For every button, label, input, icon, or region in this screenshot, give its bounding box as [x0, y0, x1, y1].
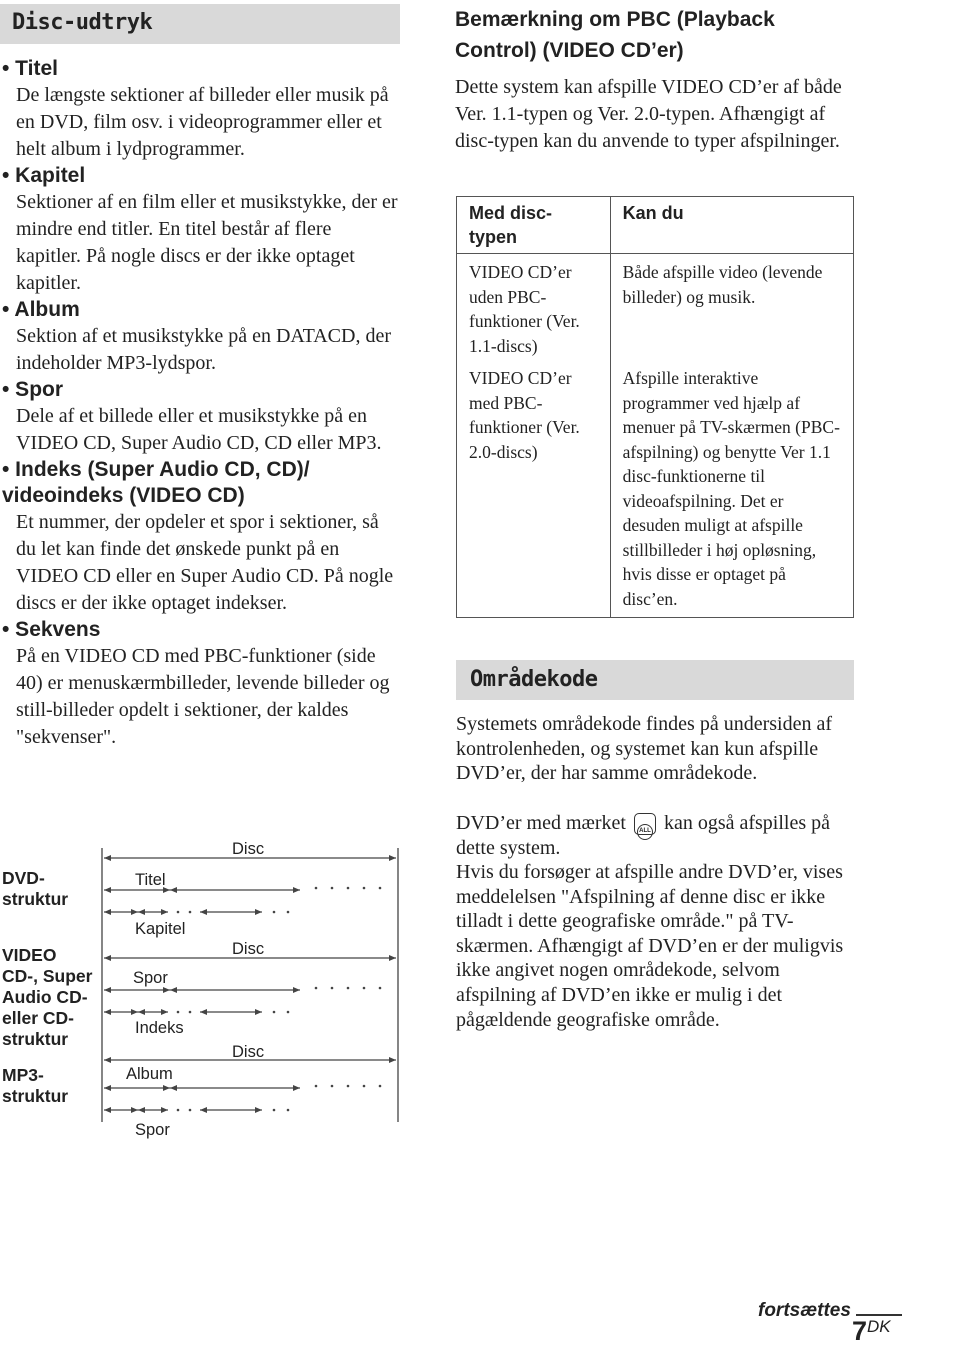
term-description: Et nummer, der opdeler et spor i sektioner, så du let kan finde det ønskede punkt på en VIDEO CD eller en Super Audio CD. På nogle discs er der ikke optaget indekser.: [16, 511, 394, 614]
term-description: De længste sektioner af billeder eller musik på en DVD, film osv. i videoprogrammer eller et helt album i lydprogrammer.: [16, 84, 389, 160]
diagram-disc-label: Disc: [232, 840, 265, 858]
page-number-value: 7: [852, 1316, 868, 1346]
diagram-chapter-label: Kapitel: [135, 920, 186, 938]
region-paragraph-1: Systemets områdekode findes på undersiden af kontrolenheden, og systemet kan kun afspille DVD’er, der har samme områdekode.: [456, 713, 833, 785]
diagram-label-videocd: [2, 945, 92, 1050]
term-description: På en VIDEO CD med PBC-funktioner (side 40) er menuskærmbilleder, levende billeder og still-billeder opdelt i sektioner, der kaldes "sekvenser".: [16, 645, 390, 748]
diagram-label-dvd: [2, 868, 68, 910]
pbc-title: Bemærkning om PBC (Playback Control) (VIDEO CD’er): [455, 8, 775, 62]
label-line: struktur: [2, 889, 69, 909]
table-header-cell: Kan du: [610, 197, 853, 254]
table-row: [457, 362, 854, 618]
term-description: Sektioner af en film eller et musikstykke, der er mindre end titler. En titel består af flere kapitler. På nogle discs er der ikke optaget kapitler.: [16, 191, 398, 294]
label-line: MP3-: [2, 1065, 44, 1085]
continuation-dots: [177, 887, 382, 1112]
region-paragraph-2: [456, 811, 856, 860]
label-line: eller CD-: [2, 1008, 74, 1028]
term-heading: • Kapitel: [2, 164, 86, 187]
term-heading: • Titel: [2, 57, 58, 80]
section-header-disc-udtryk: [0, 4, 400, 44]
label-line: struktur: [2, 1086, 69, 1106]
diagram-track-label: Spor: [135, 1121, 170, 1139]
diagram-label-mp3: [2, 1065, 68, 1107]
diagram-index-label: Indeks: [135, 1019, 184, 1037]
pbc-section: [455, 4, 855, 156]
section-header-omraadekode: [456, 660, 854, 700]
continued-label: fortsættes: [758, 1300, 851, 1321]
label-line: DVD-: [2, 868, 45, 888]
term-list: [2, 56, 400, 751]
table-row: [457, 254, 854, 363]
region-text-a: DVD’er med mærket: [456, 812, 626, 834]
term-item-kapitel: [2, 163, 400, 297]
label-line: struktur: [2, 1029, 69, 1049]
table-cell: VIDEO CD’er med PBC-funktioner (Ver. 2.0-discs): [457, 362, 611, 618]
pbc-table: [456, 196, 854, 618]
term-item-album: [2, 297, 400, 377]
table-cell: VIDEO CD’er uden PBC-funktioner (Ver. 1.1-discs): [457, 254, 611, 363]
term-item-indeks: [2, 457, 400, 617]
page-number: [852, 1316, 891, 1347]
all-region-globe-icon: ALL: [637, 824, 653, 840]
diagram-disc-label: Disc: [232, 940, 265, 958]
term-description: Sektion af et musikstykke på en DATACD, der indeholder MP3-lydspor.: [16, 325, 391, 374]
section-header-text: Disc-udtryk: [12, 10, 153, 35]
diagram-track-label: Spor: [133, 969, 168, 987]
table-header-cell: Med disc-typen: [457, 197, 611, 254]
term-item-sekvens: [2, 617, 400, 751]
term-heading: • Indeks (Super Audio CD, CD)/ videoindeks (VIDEO CD): [2, 458, 310, 507]
term-item-titel: [2, 56, 400, 163]
label-line: CD-, Super: [2, 966, 93, 986]
region-paragraph-3: Hvis du forsøger at afspille andre DVD’er, vises meddelelsen "Afspilning af denne disc er ikke tilladt i dette geografiske område." på TV-skærmen. Afhængigt af DVD’en er der muligvis ikke angivet nogen områdekode, selvom afspilning af DVD’en ikke er mulig i det pågældende geografiske område.: [456, 861, 844, 1031]
diagram-album-label: Album: [126, 1065, 173, 1083]
pbc-intro: Dette system kan afspille VIDEO CD’er af både Ver. 1.1-typen og Ver. 2.0-typen. Afhængigt af disc-typen kan du anvende to typer afspilninger.: [455, 76, 842, 153]
term-heading: • Spor: [2, 378, 64, 401]
label-line: Audio CD-: [2, 987, 88, 1007]
region-text-b: kan også afspilles på dette system.: [456, 812, 831, 859]
term-heading: • Album: [2, 298, 80, 321]
label-line: VIDEO: [2, 945, 57, 965]
term-item-spor: [2, 377, 400, 457]
page-number-suffix: DK: [867, 1317, 891, 1336]
term-description: Dele af et billede eller et musikstykke på en VIDEO CD, Super Audio CD, CD eller MP3.: [16, 405, 382, 454]
term-heading: • Sekvens: [2, 618, 101, 641]
diagram-disc-label: Disc: [232, 1043, 265, 1061]
table-header-row: [457, 197, 854, 254]
all-region-icon: [634, 813, 656, 835]
diagram-title-label: Titel: [135, 871, 166, 889]
pbc-table-wrap: [456, 196, 854, 618]
table-cell: Både afspille video (levende billeder) og musik.: [610, 254, 853, 363]
table-cell: Afspille interaktive programmer ved hjælp af menuer på TV-skærmen (PBC-afspilning) og benytte Ver 1.1 disc-funktionerne til videoafspilning. Det er desuden muligt at afspille stillbilleder i høj opløsning, hvis disse er optaget på disc’en.: [610, 362, 853, 618]
section-header-text: Områdekode: [470, 667, 598, 692]
